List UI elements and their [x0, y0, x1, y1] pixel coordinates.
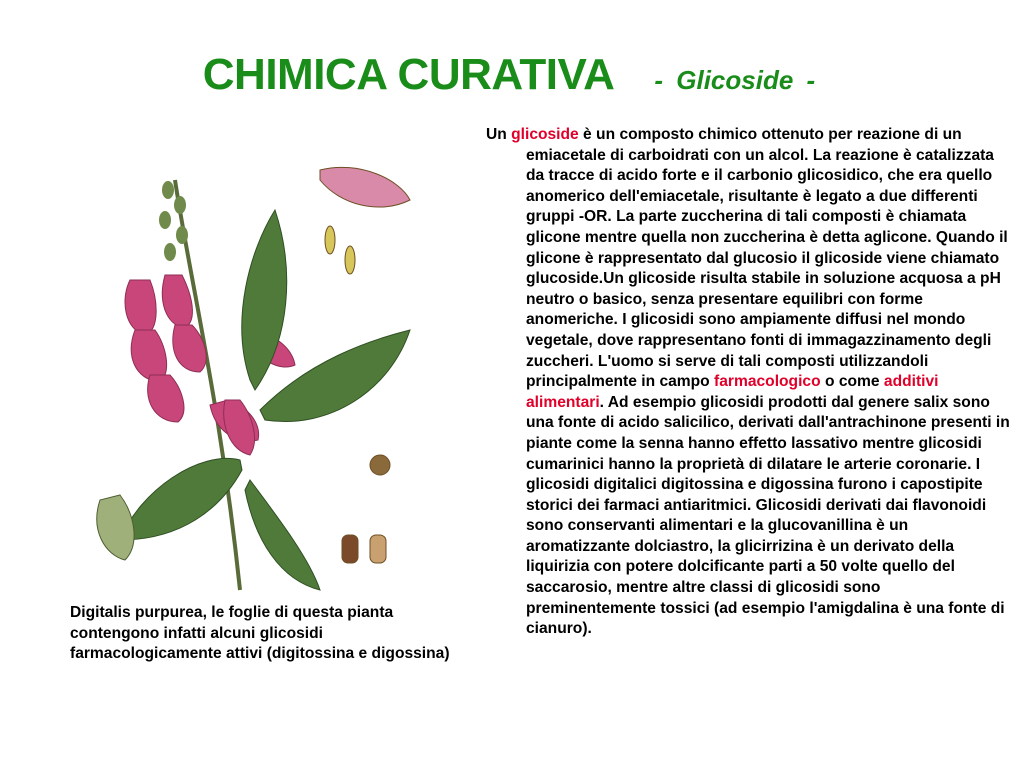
glycoside-description	[486, 125, 1014, 640]
image-caption: Digitalis purpurea, le foglie di questa pianta contengono infatti alcuni glicosidi farmacologicamente attivi (digitossina e digossina)	[70, 604, 450, 663]
digitalis-illustration	[80, 160, 440, 600]
title-dash-left: -	[654, 65, 664, 95]
text-segment: . Ad esempio glicosidi prodotti dal genere salix sono una fonte di acido salicilico, derivati dall'antrachinone presenti in piante come la senna hanno effetto lassativo mentre glicosidi cumarinici hanno la proprietà di dilatare le arterie coronarie. I glicosidi digitalici digitossina e digossina furono i capostipite storici dei farmaci antiaritmici. Glicosidi derivati dai flavonoidi sono conservanti alimentari e la glucovanillina è un aromatizzante dolciastro, la glicirrizina è un derivato della liquirizia con potere dolcificante parti a 50 volte quello del saccarosio, mentre altre classi di glicosidi sono preminentemente tossici (ad esempio l'amigdalina è una fonte di cianuro).	[526, 393, 1010, 638]
link-additivi-alimentari[interactable]: additivi alimentari	[526, 373, 939, 411]
link-farmacologico[interactable]: farmacologico	[714, 373, 821, 391]
link-glicoside[interactable]: glicoside	[511, 126, 579, 143]
title-subtitle: Glicoside	[676, 65, 794, 95]
text-segment: Un	[486, 126, 512, 143]
description-paragraph	[486, 125, 1014, 640]
title-main: CHIMICA CURATIVA	[202, 50, 615, 99]
text-segment: è un composto chimico ottenuto per reazione di un emiacetale di carboidrati con un alcol. La reazione è catalizzata da tracce di acido forte e il carbonio glicosidico, che era quello anomerico dell'emiacetale, risultante è legato a due differenti gruppi -OR. La parte zuccherina di tali composti è chiamata glicone mentre quella non zuccherina è detta aglicone. Quando il glicone è rappresentato dal glucosio il glicoside viene chiamato glucoside.Un glicoside risulta stabile in soluzione acquosa a pH neutro o basico, senza presentare equilibri con forme anomeriche. I glicosidi sono ampiamente diffusi nel mondo vegetale, dove rappresentano fonti di immagazzinamento degli zuccheri. L'uomo si serve di tali composti utilizzandoli principalmente in campo	[526, 126, 1008, 391]
text-segment: o come	[820, 373, 884, 391]
slide-title	[0, 50, 1024, 100]
seed-pod-section	[97, 495, 134, 560]
title-subtitle-group	[648, 65, 821, 95]
title-dash-right: -	[806, 65, 816, 95]
